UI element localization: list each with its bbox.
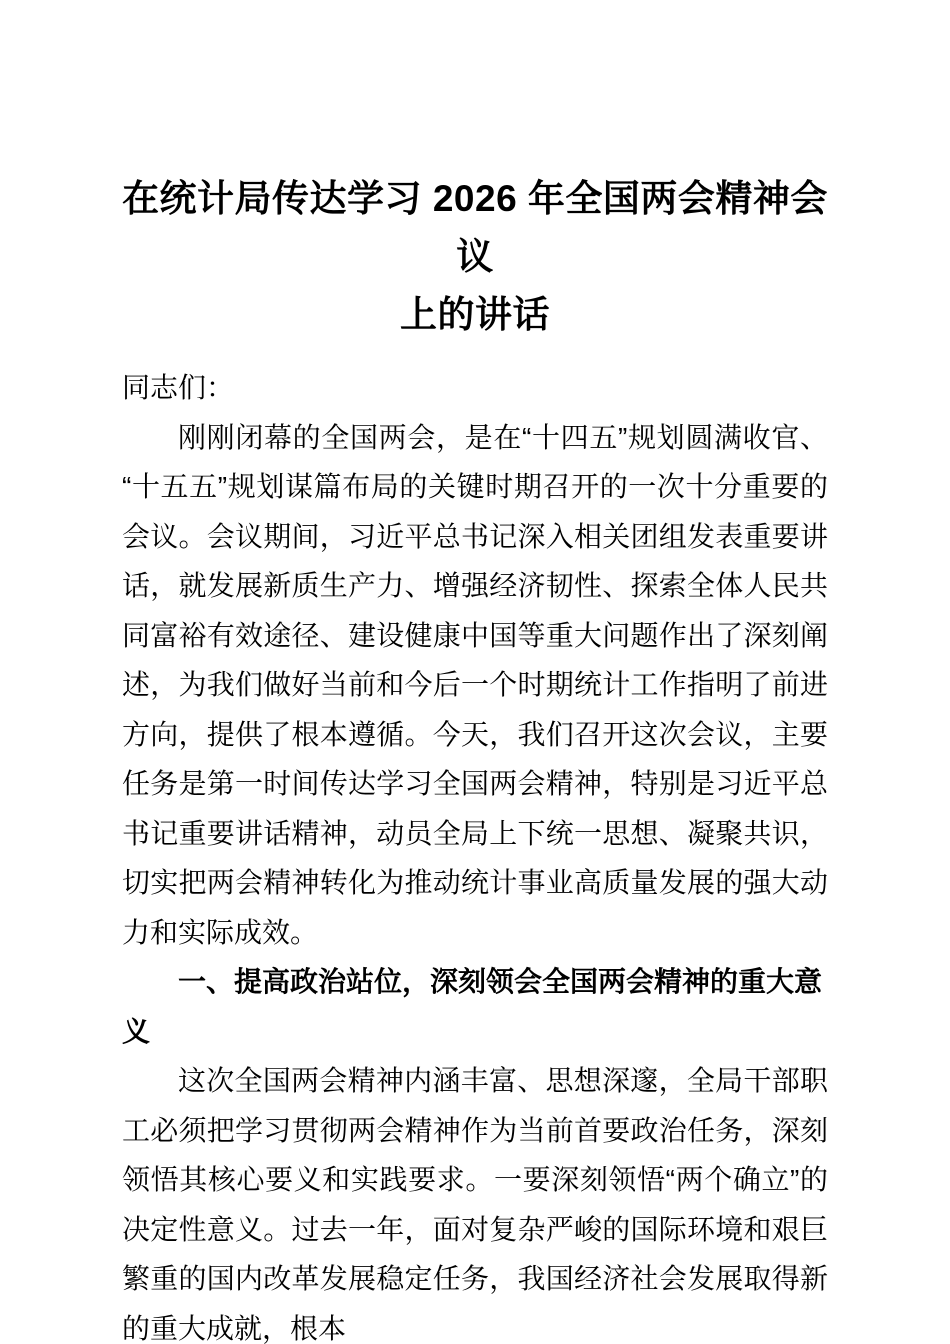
section-heading-1: 一、提高政治站位，深刻领会全国两会精神的重大意义 [122,966,823,1047]
document-title-line-2: 上的讲话 [400,294,550,335]
document-title-line-1: 在统计局传达学习 2026 年全国两会精神会议 [122,178,828,277]
paragraph-opening: 刚刚闭幕的全国两会，是在“十四五”规划圆满收官、“十五五”规划谋篇布局的关键时期召开的一次十分重要的会议。会议期间，习近平总书记深入相关团组发表重要讲话，就发展新质生产力、增强经济韧性、探索全体人民共同富裕有效途径、建设健康中国等重大问题作出了深刻阐述，为我们做好当前和今后一个时期统计工作指明了前进方向，提供了根本遵循。今天，我们召开这次会议，主要任务是第一时间传达学习全国两会精神，特别是习近平总书记重要讲话精神，动员全局上下统一思想、凝聚共识，切实把两会精神转化为推动统计事业高质量发展的强大动力和实际成效。 [122,421,828,948]
document-body [122,363,828,1344]
salutation: 同志们： [122,372,235,403]
document-title [122,170,828,344]
paragraph-section-1: 这次全国两会精神内涵丰富、思想深邃，全局干部职工必须把学习贯彻两会精神作为当前首要政治任务，深刻领悟其核心要义和实践要求。一要深刻领悟“两个确立”的决定性意义。过去一年，面对复杂严峻的国际环境和艰巨繁重的国内改革发展稳定任务，我国经济社会发展取得新的重大成就，根本 [122,1065,828,1344]
